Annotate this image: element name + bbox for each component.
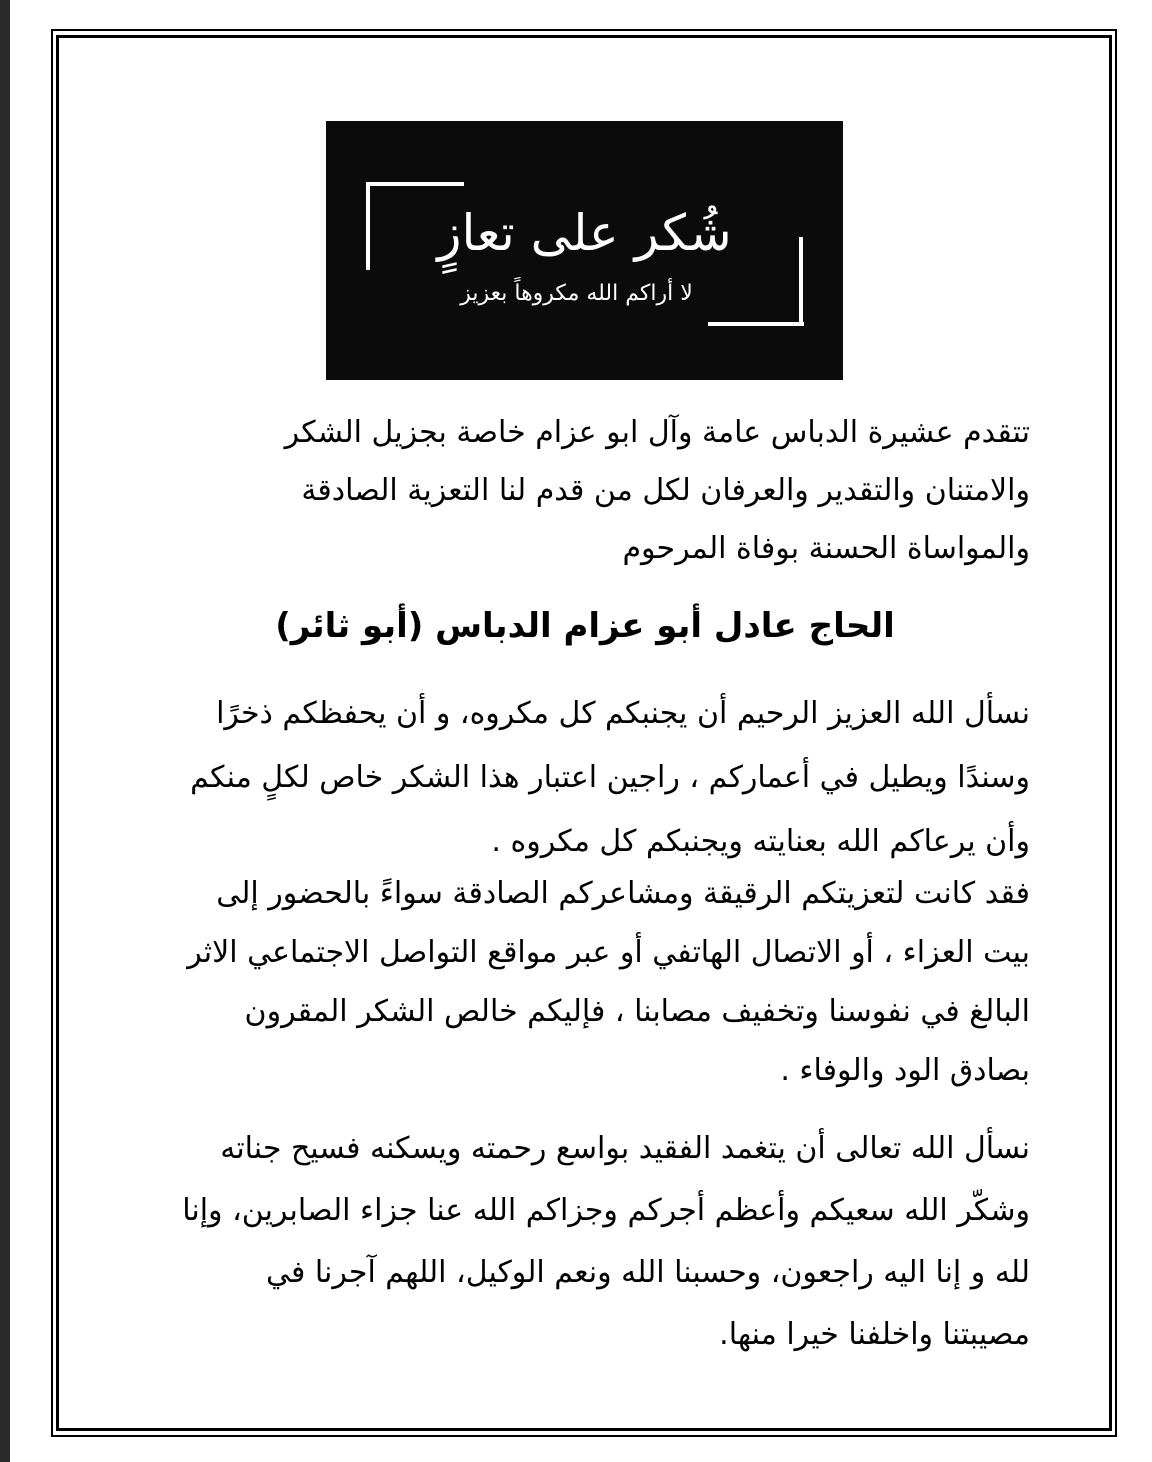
intro-paragraph <box>140 404 1030 578</box>
paragraph-line: بيت العزاء ، أو الاتصال الهاتفي أو عبر مواقع التواصل الاجتماعي الاثر <box>187 935 1030 970</box>
paragraph-line: وأن يرعاكم الله بعنايته ويجنبكم كل مكروه . <box>491 824 1030 859</box>
banner-subtitle: لا أراكم الله مكروهاً بعزيز <box>460 281 693 306</box>
intro-line: والامتنان والتقدير والعرفان لكل من قدم لنا التعزية الصادقة <box>301 473 1030 508</box>
banner-bracket-bottom <box>708 322 804 326</box>
intro-line: تتقدم عشيرة الدباس عامة وآل ابو عزام خاصة بجزيل الشكر <box>284 415 1030 450</box>
paragraph-line: وسندًا ويطيل في أعماركم ، راجين اعتبار هذا الشكر خاص لكلٍ منكم <box>190 760 1030 795</box>
intro-line: والمواساة الحسنة بوفاة المرحوم <box>622 531 1030 566</box>
paragraph-line: بصادق الود والوفاء . <box>780 1053 1030 1088</box>
paragraph-line: البالغ في نفوسنا وتخفيف مصابنا ، فإليكم خالص الشكر المقرون <box>244 994 1030 1029</box>
paragraph-prayer <box>140 682 1030 874</box>
paragraph-line: فقد كانت لتعزيتكم الرقيقة ومشاعركم الصادقة سواءً بالحضور إلى <box>216 876 1030 911</box>
banner-title: شُكر على تعازٍ <box>437 204 732 262</box>
deceased-name-heading: الحاج عادل أبو عزام الدباس (أبو ثائر) <box>275 606 895 646</box>
header-banner <box>326 121 843 380</box>
paragraph-closing-prayer <box>140 1118 1030 1366</box>
banner-bracket-right <box>799 237 803 326</box>
banner-bracket-left <box>366 182 370 270</box>
banner-bracket-top <box>366 182 464 186</box>
page-edge-strip <box>0 0 10 1462</box>
paragraph-line: نسأل الله تعالى أن يتغمد الفقيد بواسع رحمته ويسكنه فسيح جناته <box>220 1131 1030 1166</box>
paragraph-gratitude <box>140 864 1030 1100</box>
paragraph-line: مصيبتنا واخلفنا خيرا منها. <box>719 1317 1030 1352</box>
paragraph-line: نسأل الله العزيز الرحيم أن يجنبكم كل مكروه، و أن يحفظكم ذخرًا <box>216 696 1030 731</box>
paragraph-line: لله و إنا اليه راجعون، وحسبنا الله ونعم الوكيل، اللهم آجرنا في <box>265 1255 1030 1290</box>
paragraph-line: وشكّر الله سعيكم وأعظم أجركم وجزاكم الله عنا جزاء الصابرين، وإنا <box>182 1193 1030 1228</box>
